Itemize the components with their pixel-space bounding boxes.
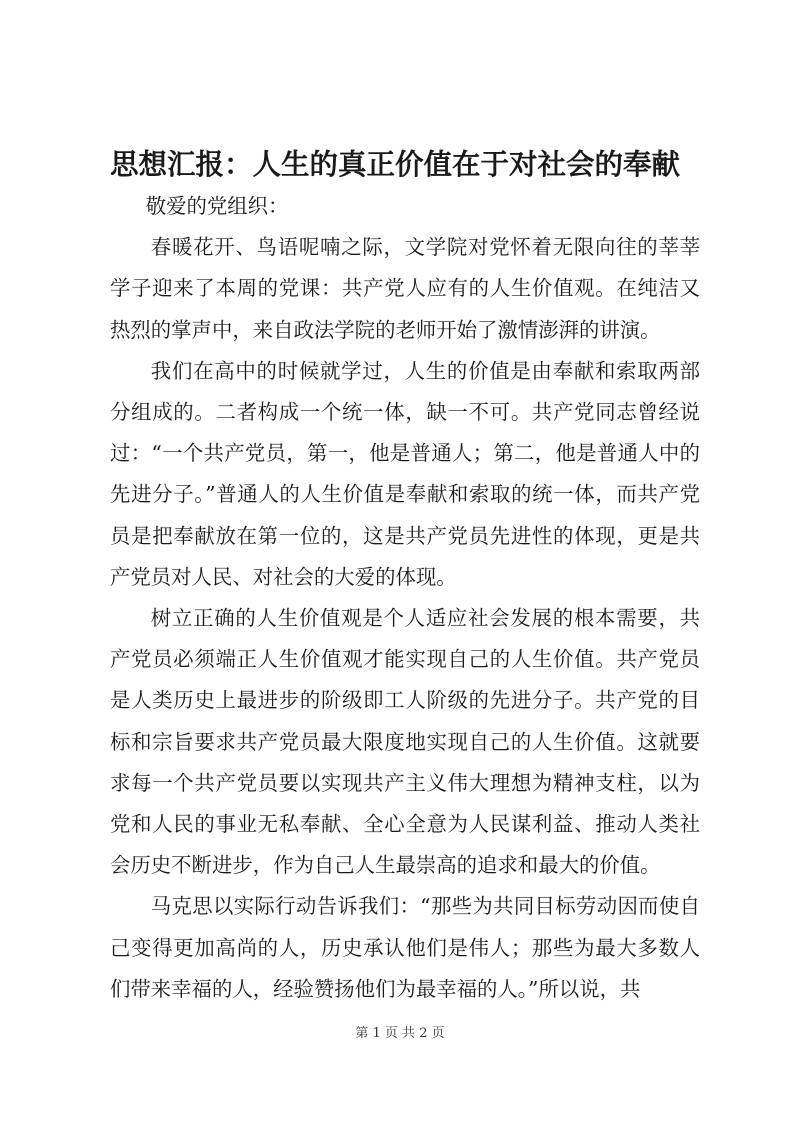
paragraph: 我们在高中的时候就学过，人生的价值是由奉献和索取两部分组成的。二者构成一个统一体，缺一不可。共产党同志曾经说过：“一个共产党员，第一，他是普通人；第二，他是普通人中的先进分子。”普通人的人生价值是奉献和索取的统一体，而共产党员是把奉献放在第一位的，这是共产党员先进性的体现，更是共产党员对人民、对社会的大爱的体现。 (110, 358, 700, 589)
page-number-label: 第 1 页 共 2 页 (355, 1026, 445, 1041)
document-page (110, 0, 700, 1131)
paragraph: 树立正确的人生价值观是个人适应社会发展的根本需要，共产党员必须端正人生价值观才能实现自己的人生价值。共产党员是人类历史上最进步的阶级即工人阶级的先进分子。共产党的目标和宗旨要求共产党员最大限度地实现自己的人生价值。这就要求每一个共产党员要以实现共产主义伟大理想为精神支柱，以为党和人民的事业无私奉献、全心全意为人民谋利益、推动人类社会历史不断进步，作为自己人生最崇高的追求和最大的价值。 (110, 606, 700, 878)
salutation: 敬爱的党组织： (145, 194, 289, 218)
paragraph: 春暖花开、鸟语呢喃之际，文学院对党怀着无限向往的莘莘学子迎来了本周的党课：共产党人应有的人生价值观。在纯洁又热烈的掌声中，来自政法学院的老师开始了激情澎湃的讲演。 (110, 235, 700, 342)
document-body (110, 186, 700, 1010)
document-title: 思想汇报：人生的真正价值在于对社会的奉献 (110, 147, 681, 181)
page-footer (0, 1022, 800, 1041)
paragraph: 马克思以实际行动告诉我们：“那些为共同目标劳动因而使自己变得更加高尚的人，历史承认他们是伟人；那些为最大多数人们带来幸福的人，经验赞扬他们为最幸福的人。”所以说，共 (110, 894, 700, 1001)
